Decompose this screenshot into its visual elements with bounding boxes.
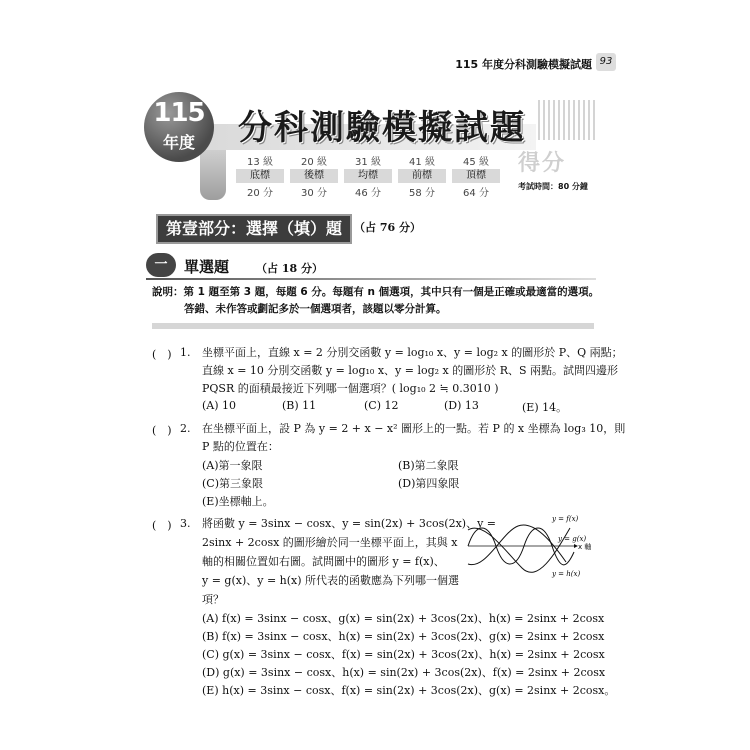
option[interactable]: (E)坐標軸上。 [202,495,274,508]
option[interactable]: (B)第二象限 [398,459,459,472]
level-column [344,153,392,199]
graph-label-x-axis: x 軸 [578,543,592,551]
level-points: 64 分 [463,188,489,199]
year-number: 115 [153,98,205,128]
question-text: 將函數 y = 3sinx − cosx、y = sin(2x) + 3cos(2x)、y = [202,517,497,530]
question-text: 2sinx + 2cosx 的圖形繪於同一坐標平面上，其與 x [202,536,458,549]
question-text: 軸的相關位置如右圖。試問圖中的圖形 y = f(x)、 [202,555,445,568]
level-label: 頂標 [452,169,500,183]
level-column [290,153,338,199]
question-text: 項？ [202,593,224,606]
banner-stripes [538,100,598,140]
answer-blank[interactable]: ( ) [152,424,172,437]
option[interactable]: (B) f(x) = 3sinx − cosx、h(x) = sin(2x) + 3cos(2x)、g(x) = 2sinx + 2cosx [202,630,605,643]
level-column [398,153,446,199]
curve-h [468,528,570,572]
part-points: （占 76 分） [354,221,421,234]
graph-label-h: y = h(x) [552,570,581,578]
function-graph [466,512,594,580]
part-title: 第壹部分：選擇（填）題 [156,214,352,244]
option[interactable]: (E) h(x) = 3sinx − cosx、f(x) = sin(2x) + 3cos(2x)、g(x) = 2sinx + 2cosx。 [202,684,616,697]
option[interactable]: (B) 11 [282,399,317,412]
question-text: PQSR 的面積最接近下列哪一個選項？( log₁₀ 2 ≒ 0.3010 ) [202,382,499,395]
option[interactable]: (A)第一象限 [202,459,263,472]
running-title: 115 年度分科測驗模擬試題 [455,58,592,71]
page-number: 93 [596,53,616,71]
answer-blank[interactable]: ( ) [152,519,172,532]
question-text: 直線 x = 10 分別交函數 y = log₁₀ x、y = log₂ x 的圖形於 R、S 兩點。試問四邊形 [202,364,619,377]
question-text: P 點的位置在： [202,440,279,453]
question-text: 在坐標平面上，設 P 為 y = 2 + x − x² 圖形上的一點。若 P 的 x 坐標為 log₃ 10，則 [202,422,626,435]
option[interactable]: (D)第四象限 [398,477,460,490]
level-grade: 31 級 [355,157,381,168]
level-label: 底標 [236,169,284,183]
answer-blank[interactable]: ( ) [152,348,172,361]
instruction-line-1: 說明：第 1 題至第 3 題，每題 6 分。每題有 n 個選項，其中只有一個是正確或最適當的選項。 [152,286,600,298]
option[interactable]: (C)第三象限 [202,477,263,490]
level-grade: 41 級 [409,157,435,168]
banner-swirl [200,150,226,200]
section-underline [146,278,596,280]
option[interactable]: (D) 13 [444,399,479,412]
level-label: 前標 [398,169,446,183]
graph-label-f: y = f(x) [552,515,579,523]
question-text: 坐標平面上，直線 x = 2 分別交函數 y = log₁₀ x、y = log₂ x 的圖形於 P、Q 兩點； [202,346,623,359]
level-points: 20 分 [247,188,273,199]
year-badge [144,92,214,162]
level-points: 46 分 [355,188,381,199]
option[interactable]: (A) 10 [202,399,237,412]
graph-label-g: y = g(x) [558,535,587,543]
question-number: 1. [180,346,191,359]
year-suffix: 年度 [162,133,195,152]
level-points: 58 分 [409,188,435,199]
question-number: 2. [180,422,191,435]
option[interactable]: (C) 12 [364,399,399,412]
level-grade: 45 級 [463,157,489,168]
level-column [452,153,500,199]
level-label: 後標 [290,169,338,183]
option[interactable]: (D) g(x) = 3sinx − cosx、h(x) = sin(2x) + 3cos(2x)、f(x) = 2sinx + 2cosx [202,666,606,679]
option[interactable]: (A) f(x) = 3sinx − cosx、g(x) = sin(2x) + 3cos(2x)、h(x) = 2sinx + 2cosx [202,612,605,625]
score-label: 得分 [518,151,567,176]
level-column [236,153,284,199]
question-number: 3. [180,517,191,530]
option[interactable]: (C) g(x) = 3sinx − cosx、f(x) = sin(2x) + 3cos(2x)、h(x) = 2sinx + 2cosx [202,648,605,661]
question-text: y = g(x)、y = h(x) 所代表的函數應為下列哪一個選 [202,574,460,587]
level-label: 均標 [344,169,392,183]
level-points: 30 分 [301,188,327,199]
exam-time: 考試時間：80 分鐘 [518,182,588,191]
option[interactable]: (E) 14。 [522,401,568,414]
level-grade: 20 級 [301,157,327,168]
section-title: 單選題 [184,258,230,276]
exam-title: 分科測驗模擬試題 [238,108,526,148]
level-grade: 13 級 [247,157,273,168]
instruction-line-2: 答錯、未作答或劃記多於一個選項者，該題以零分計算。 [184,303,447,315]
section-number: 一 [146,253,176,277]
section-divider [152,323,594,329]
section-points: （占 18 分） [256,262,323,275]
